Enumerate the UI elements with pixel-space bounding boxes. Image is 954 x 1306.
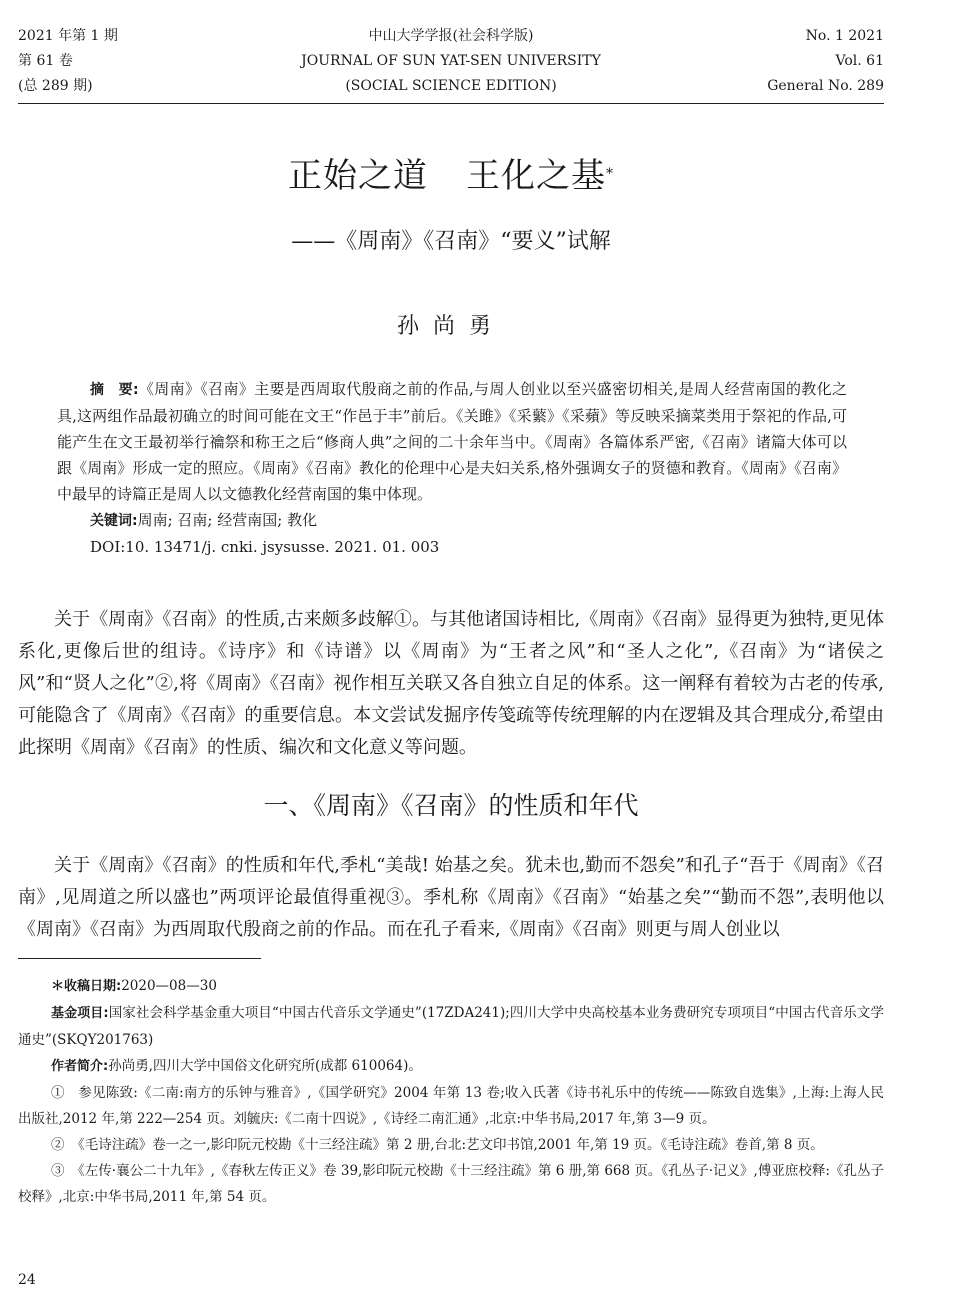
received-date (18, 973, 884, 1000)
issue-line: 2021 年第 1 期 (18, 28, 118, 44)
keywords-label: 关键词: (90, 513, 138, 529)
abstract-block (57, 376, 847, 560)
footnote-3: ③ 《左传·襄公二十九年》,《春秋左传正义》卷 39,影印阮元校勘《十三经注疏》第 6 册,第 668 页。《孔丛子·记义》,傅亚庶校释:《孔丛子校释》,北京:中华书局,2011 年,第 54 页。 (18, 1163, 884, 1205)
keywords-line (90, 507, 847, 534)
intro-section (18, 604, 884, 764)
general-number-en: General No. 289 (767, 78, 884, 94)
fund-label: 基金项目: (51, 1006, 109, 1021)
journal-name-cn: 中山大学学报(社会科学版) (368, 28, 534, 44)
section-body (18, 850, 884, 946)
header-rule (18, 103, 884, 104)
section-heading: 一、《周南》《召南》的性质和年代 (263, 791, 639, 820)
footnote-rule (18, 958, 261, 959)
fund-value: 国家社会科学基金重大项目“中国古代音乐文学通史”(17ZDA241);四川大学中央高校基本业务费研究专项项目“中国古代音乐文学通史”(SKQY201763) (18, 1005, 885, 1048)
received-value: 2020—08—30 (121, 978, 217, 994)
keywords-text: 周南; 召南; 经营南国; 教化 (137, 511, 318, 529)
footnote-1: ① 参见陈致:《二南:南方的乐钟与雅音》,《国学研究》2004 年第 13 卷;收入氏著《诗书礼乐中的传统——陈致自选集》,上海:上海人民出版社,2012 年,第 222—254 页。刘毓庆:《二南十四说》,《诗经二南汇通》,北京:中华书局,2017 年,第 3—9 页。 (18, 1085, 884, 1127)
title-part-2: 王化之基 (466, 156, 606, 196)
volume-en: Vol. 61 (835, 53, 884, 69)
footnotes (18, 973, 884, 1210)
abstract-text: 《周南》《召南》主要是西周取代殷商之前的作品,与周人创业以至兴盛密切相关,是周人经营南国的教化之具,这两组作品最初确立的时间可能在文王“作邑于丰”前后。《关雎》《采蘩》《采蘋》等反映采摘菜类用于祭祀的作品,可能产生在文王最初举行禴祭和称王之后“修商人典”之间的二十余年当中。《周南》各篇体系严密,《召南》诸篇大体可以跟《周南》形成一定的照应。《周南》《召南》教化的伦理中心是夫妇关系,格外强调女子的贤德和教育。《周南》《召南》中最早的诗篇正是周人以文德教化经营南国的集中体现。 (57, 380, 847, 503)
author-name: 孙尚勇 (396, 314, 505, 339)
intro-paragraph: 关于《周南》《召南》的性质,古来颇多歧解①。与其他诸国诗相比,《周南》《召南》显得更为独特,更见体系化,更像后世的组诗。《诗序》和《诗谱》以《周南》为“王者之风”和“圣人之化”,《召南》为“诸侯之风”和“贤人之化”②,将《周南》《召南》视作相互关联又各自独立自足的体系。这一阐释有着较为古老的传承,可能隐含了《周南》《召南》的重要信息。本文尝试发掘序传笺疏等传统理解的内在逻辑及其合理成分,希望由此探明《周南》《召南》的性质、编次和文化意义等问题。 (18, 609, 884, 758)
fund-info (18, 1000, 884, 1053)
article-subtitle: ——《周南》《召南》“要义”试解 (291, 229, 611, 254)
received-label: ＊收稿日期: (51, 979, 122, 994)
issue-info-en (767, 24, 884, 99)
volume-line: 第 61 卷 (18, 53, 73, 69)
abstract-label: 摘 要: (90, 382, 139, 398)
journal-edition-en: (SOCIAL SCIENCE EDITION) (345, 78, 557, 94)
title-part-1: 正始之道 (288, 156, 428, 196)
footnote-2: ② 《毛诗注疏》卷一之一,影印阮元校勘《十三经注疏》第 2 册,台北:艺文印书馆,2001 年,第 19 页。《毛诗注疏》卷首,第 8 页。 (51, 1137, 824, 1153)
doi-line: DOI:10. 13471/j. cnki. jsysusse. 2021. 01. 003 (90, 538, 440, 556)
abstract-paragraph (57, 376, 847, 507)
author-bio-label: 作者简介: (51, 1059, 109, 1074)
author-bio-value: 孙尚勇,四川大学中国俗文化研究所(成都 610064)。 (108, 1058, 422, 1074)
page-number: 24 (18, 1272, 36, 1288)
issue-number-en: No. 1 2021 (805, 28, 884, 44)
running-header (18, 24, 884, 104)
journal-name (18, 24, 884, 99)
total-issue-line: (总 289 期) (18, 78, 93, 94)
journal-name-en: JOURNAL OF SUN YAT-SEN UNIVERSITY (301, 53, 601, 69)
article-title (18, 152, 884, 200)
title-footnote-mark: * (606, 166, 614, 182)
section-paragraph: 关于《周南》《召南》的性质和年代,季札“美哉! 始基之矣。犹未也,勤而不怨矣”和孔子“吾于《周南》《召南》,见周道之所以盛也”两项评论最值得重视③。季札称《周南》《召南》“始基之矣”“勤而不怨”,表明他以《周南》《召南》为西周取代殷商之前的作品。而在孔子看来,《周南》《召南》则更与周人创业以 (18, 855, 884, 940)
author-bio (18, 1053, 884, 1080)
journal-page (18, 0, 884, 1306)
